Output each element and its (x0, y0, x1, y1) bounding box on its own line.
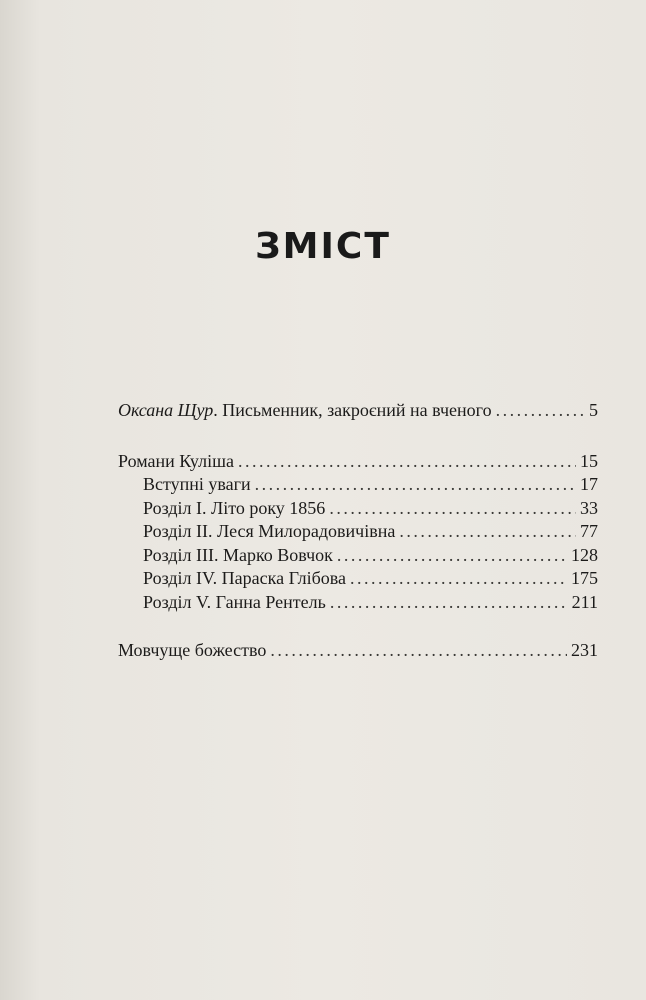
toc-entry-intro (118, 400, 598, 424)
dot-leader (255, 474, 576, 495)
toc-page-number: 175 (571, 568, 598, 588)
toc-page-number: 33 (580, 497, 598, 518)
toc-page-number: 211 (571, 591, 598, 612)
toc-entry-label: Розділ III. Марко Вовчок (143, 544, 333, 565)
toc-entry-chapter (118, 545, 598, 569)
toc-entry-label: Романи Куліша (118, 450, 234, 471)
toc-entry-label (118, 400, 492, 421)
toc-entry-label: Мовчуще божество (118, 640, 267, 660)
table-of-contents (118, 400, 598, 664)
toc-entry-label: Вступні уваги (143, 474, 251, 494)
toc-entry-label: Розділ I. Літо року 1856 (143, 497, 326, 518)
dot-leader (270, 640, 567, 661)
toc-entry-section (118, 451, 598, 475)
toc-page-number: 128 (571, 544, 598, 565)
toc-entry-chapter (118, 474, 598, 498)
toc-entry-chapter (118, 521, 598, 545)
toc-entry-label: Розділ IV. Параска Глібова (143, 568, 347, 588)
toc-page-number: 15 (580, 450, 598, 471)
toc-entry-author: Оксана Щур (118, 400, 214, 420)
dot-leader (329, 498, 576, 519)
toc-entry-chapter (118, 592, 598, 616)
toc-entry-label: Розділ II. Леся Милорадовичівна (143, 521, 396, 541)
dot-leader (350, 568, 567, 589)
toc-entry-chapter (118, 498, 598, 522)
toc-entry-chapter (118, 568, 598, 592)
dot-leader (337, 545, 567, 566)
dot-leader (399, 521, 576, 542)
dot-leader (238, 451, 576, 472)
dot-leader (496, 400, 585, 421)
dot-leader (330, 592, 568, 613)
toc-page-number: 231 (571, 640, 598, 660)
page-title: ЗМІСТ (255, 226, 391, 267)
toc-entry-section (118, 640, 598, 664)
toc-page-number: 17 (580, 474, 598, 494)
toc-entry-title: . Письменник, закроєний на вченого (213, 400, 492, 420)
toc-entry-label: Розділ V. Ганна Рентель (143, 591, 326, 612)
toc-page-number: 5 (589, 400, 598, 420)
toc-page-number: 77 (580, 521, 598, 541)
